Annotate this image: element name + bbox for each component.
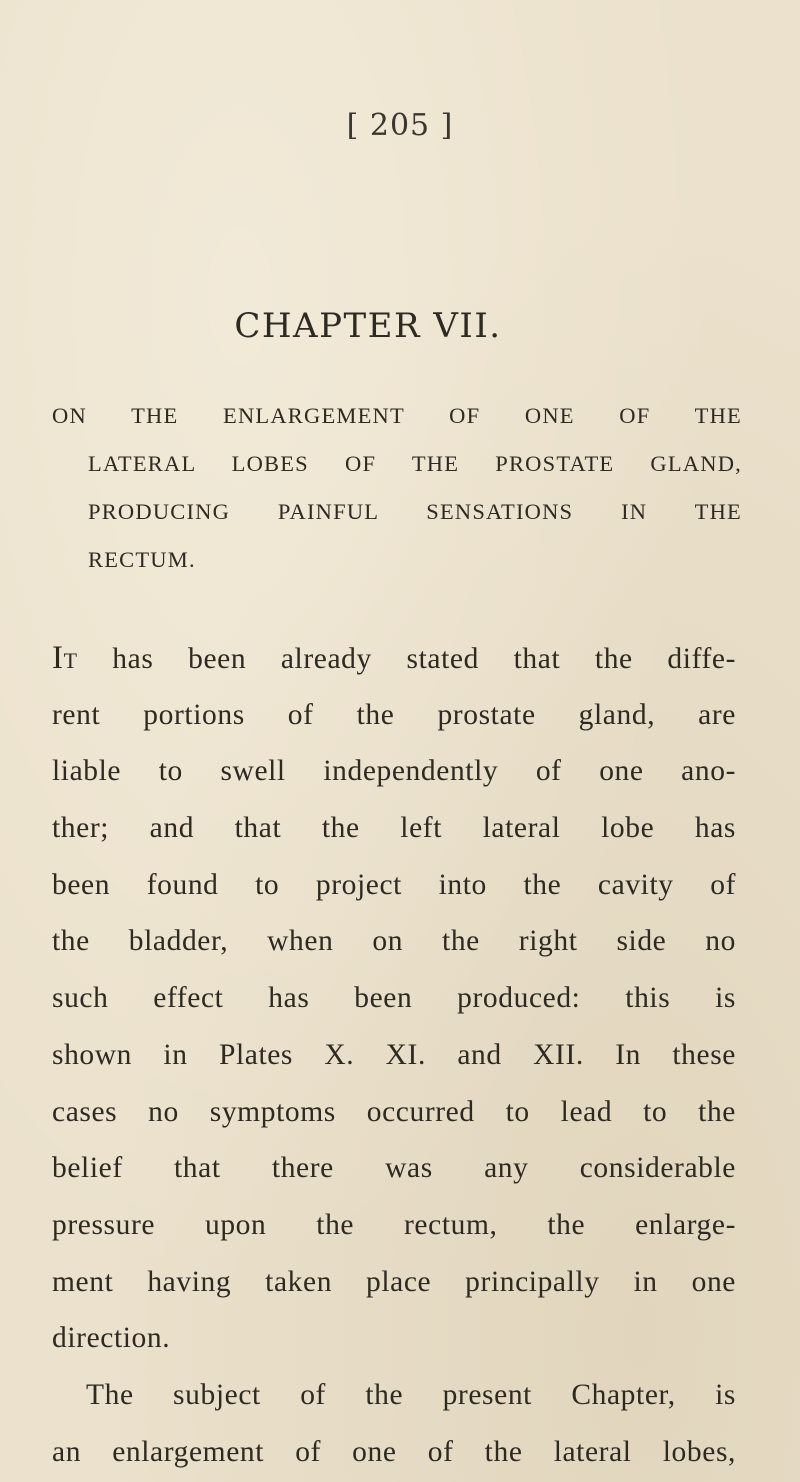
body-line: an enlargement of one of the lateral lobes,	[52, 1435, 736, 1468]
initial-letter: I	[52, 640, 64, 676]
chapter-title-line: LATERAL LOBES OF THE PROSTATE GLAND,	[88, 451, 742, 476]
chapter-title-line: ON THE ENLARGEMENT OF ONE OF THE	[52, 403, 742, 428]
chapter-title-line: RECTUM.	[88, 547, 196, 572]
body-line: The subject of the present Chapter, is	[86, 1378, 736, 1411]
body-line: pressure upon the rectum, the enlarge-	[52, 1208, 736, 1241]
body-paragraphs	[52, 630, 736, 1480]
body-line: cases no symptoms occurred to lead to the	[52, 1095, 736, 1128]
body-line: the bladder, when on the right side no	[52, 925, 736, 958]
body-line: shown in Plates X. XI. and XII. In these	[52, 1038, 736, 1071]
body-line-text: has been already stated that the diffe-	[77, 643, 736, 675]
page-number: [ 205 ]	[346, 108, 454, 143]
initial-word-rest: T	[63, 648, 78, 673]
body-line: rent portions of the prostate gland, are	[52, 698, 736, 731]
body-line: ment having taken place principally in one	[52, 1265, 736, 1298]
chapter-title	[52, 392, 742, 584]
chapter-heading: CHAPTER VII.	[234, 306, 502, 346]
body-line: direction.	[52, 1322, 171, 1355]
body-line: such effect has been produced: this is	[52, 982, 736, 1015]
body-line	[52, 630, 736, 687]
body-line: ther; and that the left lateral lobe has	[52, 812, 736, 845]
body-line: liable to swell independently of one ano-	[52, 755, 736, 788]
chapter-title-line: PRODUCING PAINFUL SENSATIONS IN THE	[88, 499, 742, 524]
body-line: been found to project into the cavity of	[52, 868, 736, 901]
body-line: belief that there was any considerable	[52, 1152, 736, 1185]
